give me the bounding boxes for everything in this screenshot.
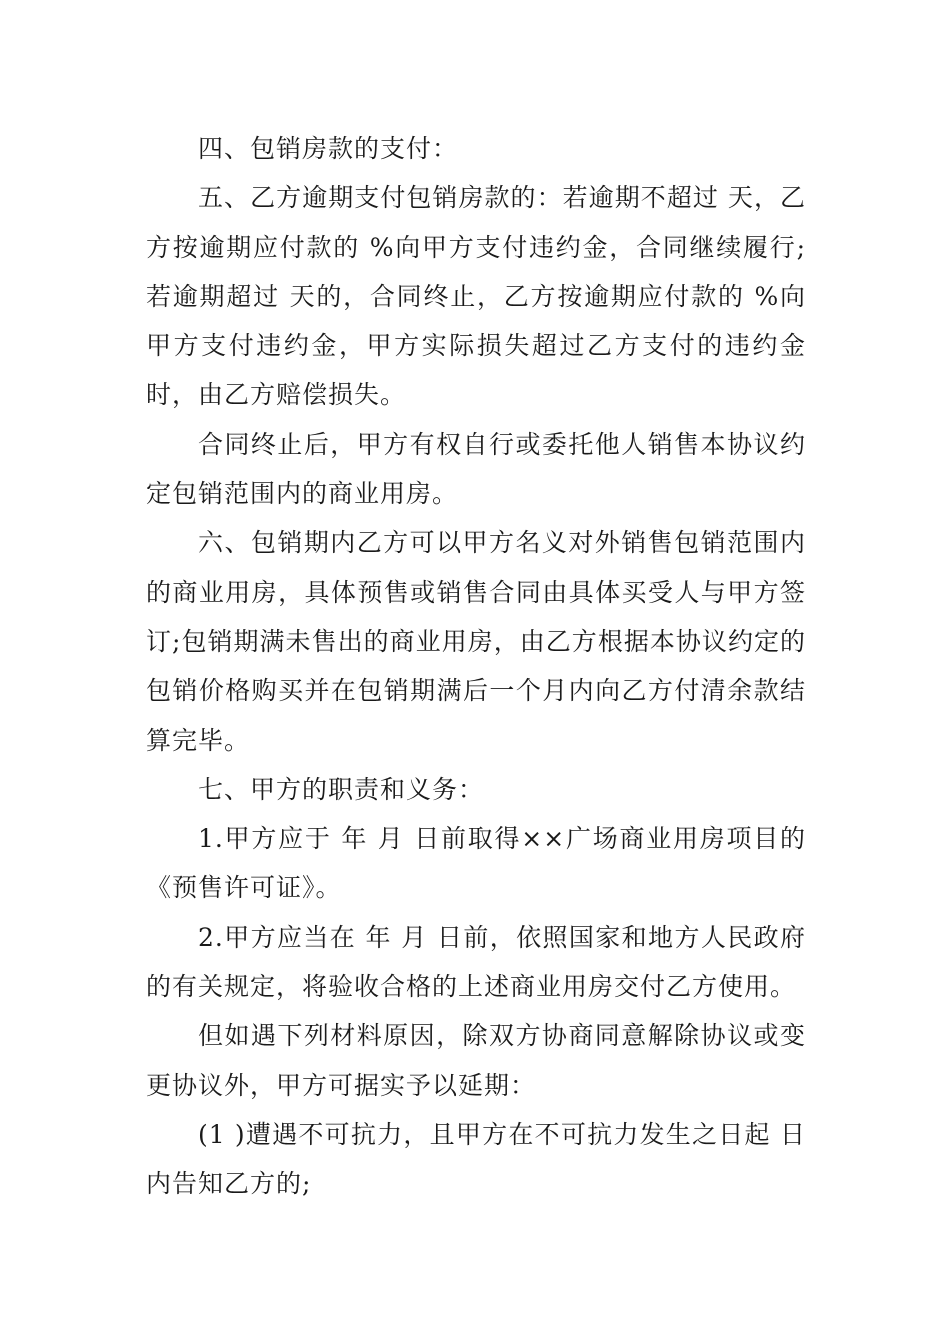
paragraph-late-payment: 五、乙方逾期支付包销房款的：若逾期不超过 天，乙方按逾期应付款的 %向甲方支付违约金，合同继续履行;若逾期超过 天的，合同终止，乙方按逾期应付款的 %向甲方支付违约金，甲方实际损失超过乙方支付的违约金时，由乙方赔偿损失。 bbox=[146, 183, 806, 410]
paragraph-handover: 2.甲方应当在 年 月 日前，依照国家和地方人民政府的有关规定，将验收合格的上述商业用房交付乙方使用。 bbox=[146, 922, 806, 1002]
paragraph-force-majeure: (1 )遭遇不可抗力，且甲方在不可抗力发生之日起 日内告知乙方的; bbox=[146, 1119, 806, 1199]
document-body bbox=[146, 124, 806, 1209]
paragraph-party-a-duties-heading: 七、甲方的职责和义务： bbox=[198, 774, 485, 804]
paragraph-payment-heading: 四、包销房款的支付： bbox=[198, 134, 459, 163]
paragraph-sales-period: 六、包销期内乙方可以甲方名义对外销售包销范围内的商业用房，具体预售或销售合同由具体买受人与甲方签订;包销期满未售出的商业用房，由乙方根据本协议约定的包销价格购买并在包销期满后一个月内向乙方付清余款结算完毕。 bbox=[146, 528, 806, 755]
paragraph-extension: 但如遇下列材料原因，除双方协商同意解除协议或变更协议外，甲方可据实予以延期： bbox=[146, 1021, 806, 1100]
paragraph-termination: 合同终止后，甲方有权自行或委托他人销售本协议约定包销范围内的商业用房。 bbox=[146, 429, 806, 509]
paragraph-presale-permit: 1.甲方应于 年 月 日前取得××广场商业用房项目的《预售许可证》。 bbox=[146, 824, 806, 903]
